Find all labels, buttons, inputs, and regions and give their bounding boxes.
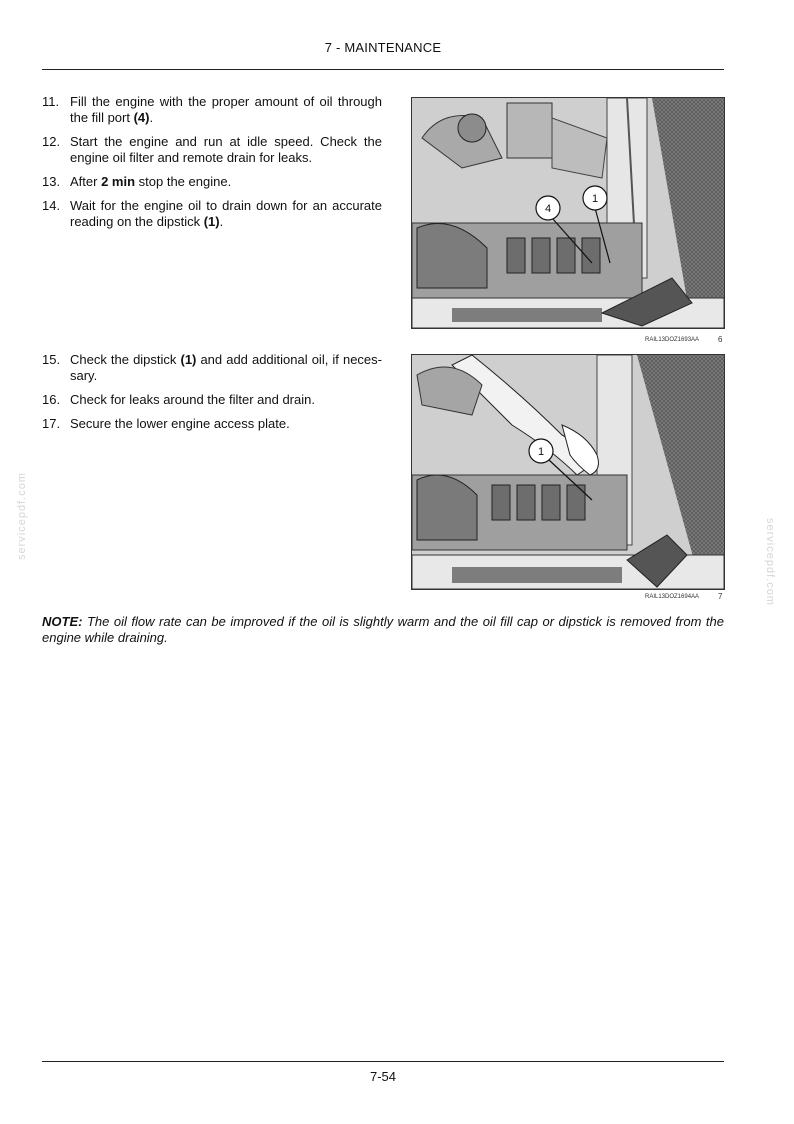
- figure-6-code: RAIL13DOZ1693AA: [645, 337, 700, 343]
- step-13: [42, 174, 382, 190]
- step-text: Fill the engine with the proper amount of oil through the fill port: [70, 94, 382, 125]
- watermark-left: servicepdf.com: [16, 472, 28, 560]
- header-rule: [42, 69, 724, 70]
- step-number: 13.: [42, 174, 61, 189]
- step-text: Start the engine and run at idle speed. Check the engine oil filter and remote drain for leaks.: [70, 134, 382, 165]
- watermark-right: servicepdf.com: [764, 518, 776, 606]
- steps-list-2: [42, 352, 382, 440]
- step-ref: (1): [203, 214, 220, 229]
- step-text-end: .: [219, 214, 224, 229]
- step-text-end: stop the engine.: [135, 174, 232, 189]
- step-ref: (1): [180, 352, 197, 367]
- step-number: 16.: [42, 392, 61, 407]
- step-number: 15.: [42, 352, 61, 367]
- callout-4-label: 4: [544, 203, 552, 215]
- callout-1-label: 1: [591, 193, 599, 205]
- step-text-end: .: [149, 110, 154, 125]
- engine-photo-illustration: [412, 355, 724, 589]
- step-text: After: [70, 174, 102, 189]
- figure-7-code: RAIL13DOZ1694AA: [645, 594, 700, 600]
- steps-list-1: [42, 94, 382, 238]
- step-text: Secure the lower engine access plate.: [70, 416, 290, 431]
- engine-photo-figure-6: [411, 97, 725, 329]
- step-11: [42, 94, 382, 126]
- figure-6-number: 6: [718, 335, 723, 344]
- step-text: Check for leaks around the filter and drain.: [70, 392, 315, 407]
- step-number: 12.: [42, 134, 61, 149]
- step-ref: 2 min: [101, 174, 136, 189]
- step-number: 11.: [42, 94, 60, 109]
- step-text: Wait for the engine oil to drain down for an accurate reading on the dipstick: [70, 198, 382, 229]
- note-text: The oil flow rate can be improved if the oil is slightly warm and the oil fill cap or dipstick is removed from the engine while draining.: [42, 614, 724, 645]
- step-16: [42, 392, 382, 408]
- page-header-title: 7 - MAINTENANCE: [324, 40, 442, 55]
- engine-photo-figure-7: [411, 354, 725, 590]
- step-number: 17.: [42, 416, 61, 431]
- step-12: [42, 134, 382, 166]
- step-text-end: and add additional oil, if neces-sary.: [70, 352, 382, 383]
- figure-7-number: 7: [718, 592, 723, 601]
- note-paragraph: [42, 614, 724, 646]
- engine-photo-illustration: [412, 98, 724, 328]
- callout-1-label: 1: [537, 446, 545, 458]
- step-text: Check the dipstick: [70, 352, 181, 367]
- step-number: 14.: [42, 198, 61, 213]
- page-number: 7-54: [369, 1069, 397, 1084]
- step-17: [42, 416, 382, 432]
- step-15: [42, 352, 382, 384]
- note-label: NOTE:: [42, 614, 83, 629]
- footer-rule: [42, 1061, 724, 1062]
- step-14: [42, 198, 382, 230]
- step-ref: (4): [133, 110, 150, 125]
